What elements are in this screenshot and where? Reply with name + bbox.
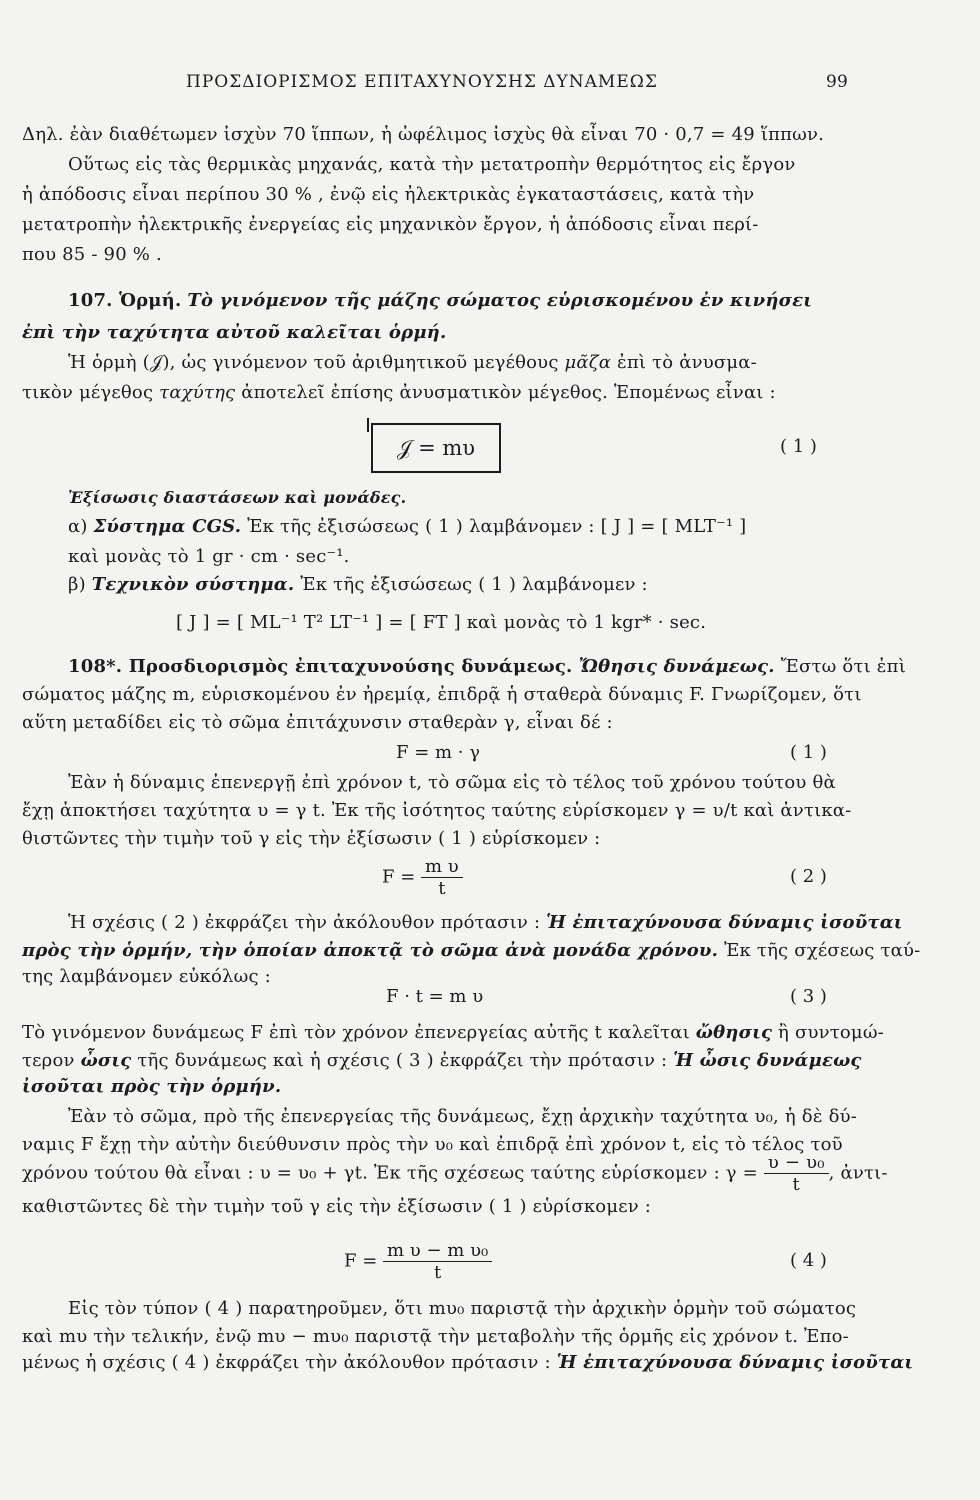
definition-text: Τὸ γινόμενον τῆς μάζης σώματος εὑρισκομένου ἐν κινήσει <box>187 290 813 311</box>
term: ὤθησις <box>695 1022 773 1043</box>
definition-text: ἐπὶ τὴν ταχύτητα αὐτοῦ καλεῖται ὁρμή. <box>22 322 447 343</box>
text-span: τῆς δυνάμεως καὶ ἡ σχέσις ( 3 ) ἐκφράζει τὴν πρότασιν : <box>131 1050 674 1071</box>
system-name: Τεχνικὸν σύστημα. <box>91 574 295 595</box>
numerator: m υ − m υ₀ <box>387 1240 489 1261</box>
fraction <box>383 1240 492 1283</box>
text-line <box>22 1152 888 1195</box>
equation: F = m · γ <box>396 742 481 763</box>
equation-lhs: F = <box>344 1250 384 1272</box>
item-label: β) <box>68 574 92 595</box>
text-span: τικὸν μέγεθος <box>22 382 160 403</box>
text-span: , ἀντι- <box>828 1162 888 1184</box>
subsection-title: Ἐξίσωσις διαστάσεων καὶ μονάδες. <box>68 488 407 507</box>
italic-term: ταχύτης <box>159 382 236 403</box>
text-span: Τὸ γινόμενον δυνάμεως F ἐπὶ τὸν χρόνον ἐπενεργείας αὐτῆς t καλεῖται <box>22 1022 696 1043</box>
text-line: σώματος μάζης m, εὑρισκομένου ἐν ἠρεμίᾳ, ἐπιδρᾷ ἡ σταθερὰ δύναμις F. Γνωρίζομεν, ὅτι <box>22 684 862 705</box>
text-span: ἀποτελεῖ ἐπίσης ἀνυσματικὸν μέγεθος. Ἑπομένως εἶναι : <box>235 382 776 403</box>
italic-term: μᾶζα <box>564 352 612 373</box>
text-span: Ἔστω ὅτι ἐπὶ <box>774 656 906 677</box>
text-line: αὕτη μεταδίδει εἰς τὸ σῶμα ἐπιτάχυνσιν σταθερὰν γ, εἶναι δέ : <box>22 712 613 733</box>
text-line <box>68 574 648 595</box>
text-line: που 85 - 90 % . <box>22 244 162 265</box>
text-line <box>22 1352 913 1373</box>
page-number: 99 <box>826 72 849 92</box>
text-line: καὶ mυ τὴν τελικήν, ἐνῷ mυ − mυ₀ παριστᾷ τὴν μεταβολὴν τῆς ὁρμῆς εἰς χρόνον t. Ἐπο- <box>22 1326 849 1347</box>
text-span: Ἐκ τῆς ἐξισώσεως ( 1 ) λαμβάνομεν : [ J ] = [ MLT⁻¹ ] <box>241 516 747 537</box>
text-line: μετατροπὴν ἠλεκτρικῆς ἐνεργείας εἰς μηχανικὸν ἔργον, ἡ ἀπόδοσις εἶναι περί- <box>22 214 759 235</box>
text-span: τερον <box>22 1050 81 1071</box>
text-line: ἡ ἀπόδοσις εἶναι περίπου 30 % , ἐνῷ εἰς ἠλεκτρικὰς ἐγκαταστάσεις, κατὰ τὴν <box>22 184 755 205</box>
system-name: Σύστημα CGS. <box>93 516 242 537</box>
text-span: ἢ συντομώ- <box>772 1022 884 1043</box>
text-line: Δηλ. ἐὰν διαθέτωμεν ἰσχὺν 70 ἵππων, ἡ ὠφέλιμος ἰσχὺς θὰ εἶναι 70 · 0,7 = 49 ἵππων. <box>22 124 825 145</box>
text-line <box>22 1022 884 1043</box>
text-line: καὶ μονὰς τὸ 1 gr · cm · sec⁻¹. <box>68 546 350 567</box>
text-line: θιστῶντες τὴν τιμὴν τοῦ γ εἰς τὴν ἐξίσωσιν ( 1 ) εὑρίσκομεν : <box>22 828 601 849</box>
text-line <box>22 1050 862 1071</box>
statement-text: Ἡ ἐπιταχύνουσα δύναμις ἰσοῦται <box>556 1352 914 1373</box>
statement-text: ἰσοῦται πρὸς τὴν ὁρμήν. <box>22 1076 282 1097</box>
equation-label: ( 2 ) <box>790 866 827 887</box>
text-line <box>22 382 776 403</box>
running-header: ΠΡΟΣΔΙΟΡΙΣΜΟΣ ΕΠΙΤΑΧΥΝΟΥΣΗΣ ΔΥΝΑΜΕΩΣ <box>186 72 658 92</box>
equation-label: ( 1 ) <box>780 436 817 457</box>
text-line: Εἰς τὸν τύπον ( 4 ) παρατηροῦμεν, ὅτι mυ₀ παριστᾷ τὴν ἀρχικὴν ὁρμὴν τοῦ σώματος <box>68 1298 857 1319</box>
equation-label: ( 3 ) <box>790 986 827 1007</box>
statement-text: Ἡ ὦσις δυνάμεως <box>673 1050 862 1071</box>
statement-text: πρὸς τὴν ὁρμήν, τὴν ὁποίαν ἀποκτᾷ τὸ σῶμα ἀνὰ μονάδα χρόνου. <box>22 940 719 961</box>
fraction <box>764 1152 829 1195</box>
section-107-heading <box>68 290 812 311</box>
section-108-heading <box>68 656 906 677</box>
text-line: Ἐὰν τὸ σῶμα, πρὸ τῆς ἐπενεργείας τῆς δυνάμεως, ἔχῃ ἀρχικὴν ταχύτητα υ₀, ἡ δὲ δύ- <box>68 1106 858 1127</box>
text-span: χρόνου τούτου θὰ εἶναι : υ = υ₀ + γt. Ἐκ τῆς σχέσεως ταύτης εὑρίσκομεν : γ = <box>22 1162 764 1184</box>
section-number: 108*. Προσδιορισμὸς ἐπιταχυνούσης δυνάμεως. <box>68 656 573 677</box>
equation-lhs: F = <box>382 866 422 888</box>
text-span: Ἐκ τῆς σχέσεως ταύ- <box>718 940 921 961</box>
term: ὦσις <box>80 1050 132 1071</box>
section-number: 107. Ὁρμή. <box>68 290 182 311</box>
fraction <box>421 856 463 899</box>
text-line <box>68 516 746 537</box>
equation-line: [ J ] = [ ML⁻¹ T² LT⁻¹ ] = [ FT ] καὶ μονὰς τὸ 1 kgr* · sec. <box>176 612 707 633</box>
denominator: t <box>764 1173 829 1195</box>
equation-label: ( 1 ) <box>790 742 827 763</box>
text-span: Ἡ σχέσις ( 2 ) ἐκφράζει τὴν ἀκόλουθον πρότασιν : <box>68 912 547 933</box>
boxed-equation: 𝒥 = mυ <box>371 423 501 473</box>
text-span: Ἐκ τῆς ἐξισώσεως ( 1 ) λαμβάνομεν : <box>294 574 648 595</box>
denominator: t <box>421 877 463 899</box>
text-line: Ἐὰν ἡ δύναμις ἐπενεργῇ ἐπὶ χρόνον t, τὸ σῶμα εἰς τὸ τέλος τοῦ χρόνου τούτου θὰ <box>68 772 836 793</box>
statement-text: Ἡ ἐπιταχύνουσα δύναμις ἰσοῦται <box>546 912 903 933</box>
text-line <box>68 352 757 373</box>
text-span: ἐπὶ τὸ ἀνυσμα- <box>611 352 757 373</box>
text-span: μένως ἡ σχέσις ( 4 ) ἐκφράζει τὴν ἀκόλουθον πρότασιν : <box>22 1352 557 1373</box>
section-title: Ὤθησις δυνάμεως. <box>572 656 775 677</box>
equation: F · t = m υ <box>386 986 484 1007</box>
equation-2 <box>382 856 463 899</box>
denominator: t <box>383 1261 492 1283</box>
item-label: α) <box>68 516 94 537</box>
text-line: ναμις F ἔχῃ τὴν αὐτὴν διεύθυνσιν πρὸς τὴν υ₀ καὶ ἐπιδρᾷ ἐπὶ χρόνον t, εἰς τὸ τέλος τοῦ <box>22 1134 843 1155</box>
text-line <box>68 912 903 933</box>
text-line: ἔχῃ ἀποκτήσει ταχύτητα υ = γ t. Ἐκ τῆς ἰσότητος ταύτης εὑρίσκομεν γ = υ/t καὶ ἀντικα- <box>22 800 852 821</box>
text-line: καθιστῶντες δὲ τὴν τιμὴν τοῦ γ εἰς τὴν ἐξίσωσιν ( 1 ) εὑρίσκομεν : <box>22 1196 652 1217</box>
text-line <box>22 940 920 961</box>
text-line: Οὕτως εἰς τὰς θερμικὰς μηχανάς, κατὰ τὴν μετατροπὴν θερμότητος εἰς ἔργον <box>68 154 796 175</box>
text-span: Ἡ ὁρμὴ (𝒥), ὡς γινόμενον τοῦ ἀριθμητικοῦ μεγέθους <box>68 352 565 373</box>
numerator: m υ <box>425 856 459 877</box>
equation-4 <box>344 1240 492 1283</box>
text-line: της λαμβάνομεν εὐκόλως : <box>22 966 271 987</box>
numerator: υ − υ₀ <box>767 1152 825 1173</box>
equation-label: ( 4 ) <box>790 1250 827 1271</box>
